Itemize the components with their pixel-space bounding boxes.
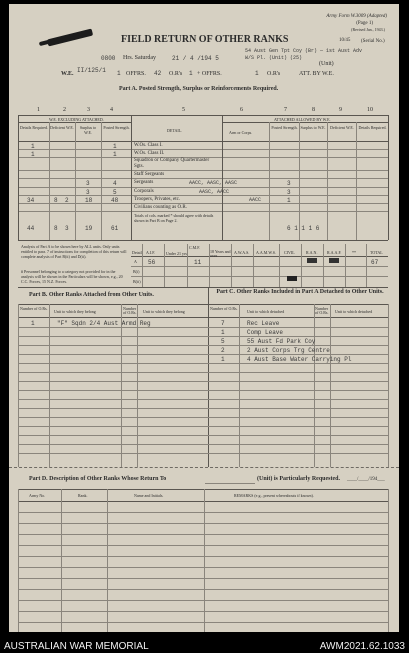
val-r5-c3: 3	[86, 180, 90, 187]
left-header-4: Posted Strength.	[103, 125, 130, 130]
an-h-aif: A.I.F.	[146, 250, 156, 255]
plus-offrs-value: 1	[189, 70, 193, 77]
unit-typed: 54 Aust Gen Tpt Coy (Br) — 1st Aust Adv W/S Pl. (Unit) (25)	[245, 48, 363, 61]
an-val-total: 67	[371, 259, 379, 266]
serial-value: 10/45	[339, 38, 351, 43]
right-header-3: Surplus to W.E.	[300, 125, 326, 130]
form-ref-3: (Revised Jan., 1943.)	[351, 27, 385, 32]
posted-troopers: 1	[287, 197, 291, 204]
val-r2-c1: 1	[31, 151, 35, 158]
part-a-title: Part A. Posted Strength, Surplus or Reinforcements Required.	[119, 86, 279, 92]
d-h4: REMARKS (e.g., present whereabouts if known).	[234, 493, 314, 498]
b-h3: Number of O.Rs.	[123, 306, 137, 315]
redaction-mark	[287, 276, 297, 281]
b-h2: Unit to which they belong	[54, 309, 96, 314]
c-h4: Unit to which detached	[335, 309, 373, 314]
left-header-3: Surplus to W.E.	[79, 125, 97, 135]
right-header-1: Arm or Corps.	[229, 130, 253, 135]
val-r7-c4: 48	[111, 197, 119, 204]
left-header-1: Details Required.	[20, 125, 48, 130]
col-num-7: 7	[284, 107, 287, 113]
an-val-aif: 56	[148, 259, 156, 266]
we-label: W.E.	[61, 71, 74, 77]
detail-row-3: Squadron or Company Quartermaster Sgts.	[134, 158, 210, 169]
col-num-8: 8	[312, 107, 315, 113]
b-h1: Number of O.Rs.	[20, 306, 48, 311]
right-totals: 6 1 1 1 6	[287, 225, 320, 232]
detail-header: DETAIL.	[167, 128, 183, 133]
ors-label: O.R's	[169, 71, 183, 77]
total-c1: 44	[27, 225, 35, 232]
val-r7-c1: 34	[27, 197, 35, 204]
an-h-civil: CIVIL	[284, 250, 295, 255]
b-row1-unit: "F" Sqdn 2/4 Aust Armd Reg	[57, 320, 151, 327]
we-excluding-header: W.E. EXCLUDING ATTACHED.	[49, 117, 104, 122]
date-value: 21 / 4 /194 5	[172, 55, 219, 62]
val-r2-c4: 1	[113, 151, 117, 158]
c-h2: Unit to which detached	[247, 309, 285, 314]
c-row1-unit: Rec Leave	[247, 320, 280, 327]
redaction-mark-3	[329, 258, 339, 263]
col-num-1: 1	[37, 107, 40, 113]
col-num-4: 4	[110, 107, 113, 113]
c-h3: Number of O.Rs.	[315, 306, 329, 315]
right-header-4: Deficient W.E.	[330, 125, 354, 130]
detail-row-2: W.Os. Class II.	[134, 151, 165, 156]
an-row-bi: B(i)	[133, 269, 140, 274]
d-h3: Name and Initials.	[134, 493, 164, 498]
an-row-a: A	[134, 259, 137, 264]
hrs-label: Hrs. Saturday	[123, 55, 156, 61]
c-row1-num: 7	[221, 320, 225, 327]
val-r7-c2b: 2	[65, 197, 69, 204]
val-r1-c1: 1	[31, 143, 35, 150]
col-num-2: 2	[63, 107, 66, 113]
b-row1-num: 1	[31, 320, 35, 327]
form-page	[9, 4, 399, 632]
an-h-ran: R.A.N.	[306, 250, 318, 255]
an-h-aamws: A.A.M.W.S.	[256, 250, 276, 255]
right-header-5: Details Required.	[358, 125, 387, 130]
detail-row-4: Staff Sergeants	[134, 172, 165, 177]
detail-row-1: W.Os. Class I.	[134, 143, 163, 148]
footer-credit: AUSTRALIAN WAR MEMORIAL	[4, 641, 149, 652]
att-label: ATT. BY W.E.	[299, 71, 334, 77]
val-r7-c3: 18	[85, 197, 93, 204]
b-h4: Unit to which they belong	[143, 309, 185, 314]
form-ref-2: (Page 1)	[356, 21, 373, 26]
attached-allowed-header: ATTACHED ALLOWED BY W.E.	[274, 117, 331, 122]
c-row3-unit: 55 Aust Fd Park Coy	[247, 338, 316, 345]
c-row3-num: 5	[221, 338, 225, 345]
total-c4: 61	[111, 225, 119, 232]
an-val-cmf: 11	[194, 259, 202, 266]
part-d-unit: (Unit) is Particularly Requested.	[257, 476, 340, 482]
hrs-value: 0800	[101, 55, 116, 62]
c-row2-unit: Comp Leave	[247, 329, 284, 336]
c-row5-unit: 4 Aust Base Water Carrying Pl	[247, 356, 352, 363]
c-row4-num: 2	[221, 347, 225, 354]
posted-corporals: 3	[287, 189, 291, 196]
left-header-2: Deficient W.E.	[50, 125, 74, 130]
form-title: FIELD RETURN OF OTHER RANKS	[121, 34, 289, 45]
part-d-date: ____/____/194___	[347, 477, 385, 482]
part-b-title: Part B. Other Ranks Attached from Other Units.	[29, 292, 154, 298]
val-r6-c3: 3	[86, 189, 90, 196]
col-num-3: 3	[87, 107, 90, 113]
part-d-title: Part D. Description of Other Ranks Whose Return To	[29, 476, 167, 482]
val-r7-c2: 8	[54, 197, 58, 204]
an-h-18: 18 Years and over	[210, 249, 231, 258]
total-c2: 8	[54, 225, 58, 232]
c-row5-num: 1	[221, 356, 225, 363]
serial-label: (Serial No.)	[361, 39, 385, 44]
c-row2-num: 1	[221, 329, 225, 336]
analysis-note-2: # Personnel belonging to a category not provided for in the analysis will be shown in the Particulars will be shown, e.g., 20 C.C. Forces, 15 N.Z. Forces.	[21, 269, 123, 284]
arm-sergeants: AACC, AASC, AASC	[189, 180, 238, 186]
total-c2b: 3	[65, 225, 69, 232]
an-h-awas: A.W.A.S.	[234, 250, 250, 255]
d-h1: Army No.	[29, 493, 46, 498]
part-c-title: Part C. Other Ranks Included in Part A Detached to Other Units.	[216, 289, 384, 295]
an-row-bii: B(ii)	[133, 279, 141, 284]
ors-value: 42	[154, 70, 162, 77]
val-r6-c4: 5	[113, 189, 117, 196]
posted-sergeants: 3	[287, 180, 291, 187]
an-h-star: **	[352, 250, 356, 255]
d-h2: Rank.	[78, 493, 88, 498]
col-num-6: 6	[240, 107, 243, 113]
footer-accession: AWM2021.62.1033	[319, 641, 405, 652]
plus-ors-value: 1	[255, 70, 259, 77]
arm-troopers: AACC	[249, 197, 262, 203]
offrs-label: OFFRS.	[126, 71, 146, 77]
offrs-value: 1	[117, 70, 121, 77]
val-r1-c4: 1	[113, 143, 117, 150]
total-c3: 19	[85, 225, 93, 232]
plus-ors-label: O.R's	[267, 71, 281, 77]
an-h-cmf: C.M.F.	[189, 245, 201, 250]
form-ref-1: Army Form W.3009 (Adapted)	[326, 14, 387, 19]
an-h-raaf: R.A.A.F.	[327, 250, 342, 255]
right-header-2: Posted Strength.	[271, 125, 298, 130]
detail-row-6: Corporals	[134, 189, 154, 194]
redaction-mark-2	[307, 258, 317, 263]
val-r5-c4: 4	[113, 180, 117, 187]
col-num-10: 10	[367, 107, 373, 113]
detail-row-5: Sergeants	[134, 180, 154, 185]
col-num-5: 5	[182, 107, 185, 113]
analysis-note: Analysis of Part A to be shown here by ALL units. Only units entitled to para. 7 of instructions for completion of this return will complete analysis of Part B(ii) and D(ii).	[21, 244, 127, 259]
arm-corporals: AASC, AACC	[199, 189, 230, 195]
detail-row-9: Totals of cols. marked * should agree with details shown in Part B on Page 2.	[134, 213, 214, 223]
an-h-total: TOTAL	[370, 250, 383, 255]
col-num-9: 9	[339, 107, 342, 113]
detail-row-7: Troopers, Privates, etc.	[134, 197, 181, 202]
we-value: II/125/1	[77, 67, 106, 74]
c-row4-unit: 2 Aust Corps Trg Centre	[247, 347, 330, 354]
c-h1: Number of O.Rs.	[210, 306, 238, 311]
an-h-detail: Detail	[132, 250, 142, 255]
an-h-u21: Under 21 yrs	[166, 251, 187, 256]
detail-row-8: Civilians counting as O.R.	[134, 205, 187, 210]
unit-label: (Unit)	[319, 61, 334, 67]
plus-offrs-label: + OFFRS.	[197, 71, 222, 77]
